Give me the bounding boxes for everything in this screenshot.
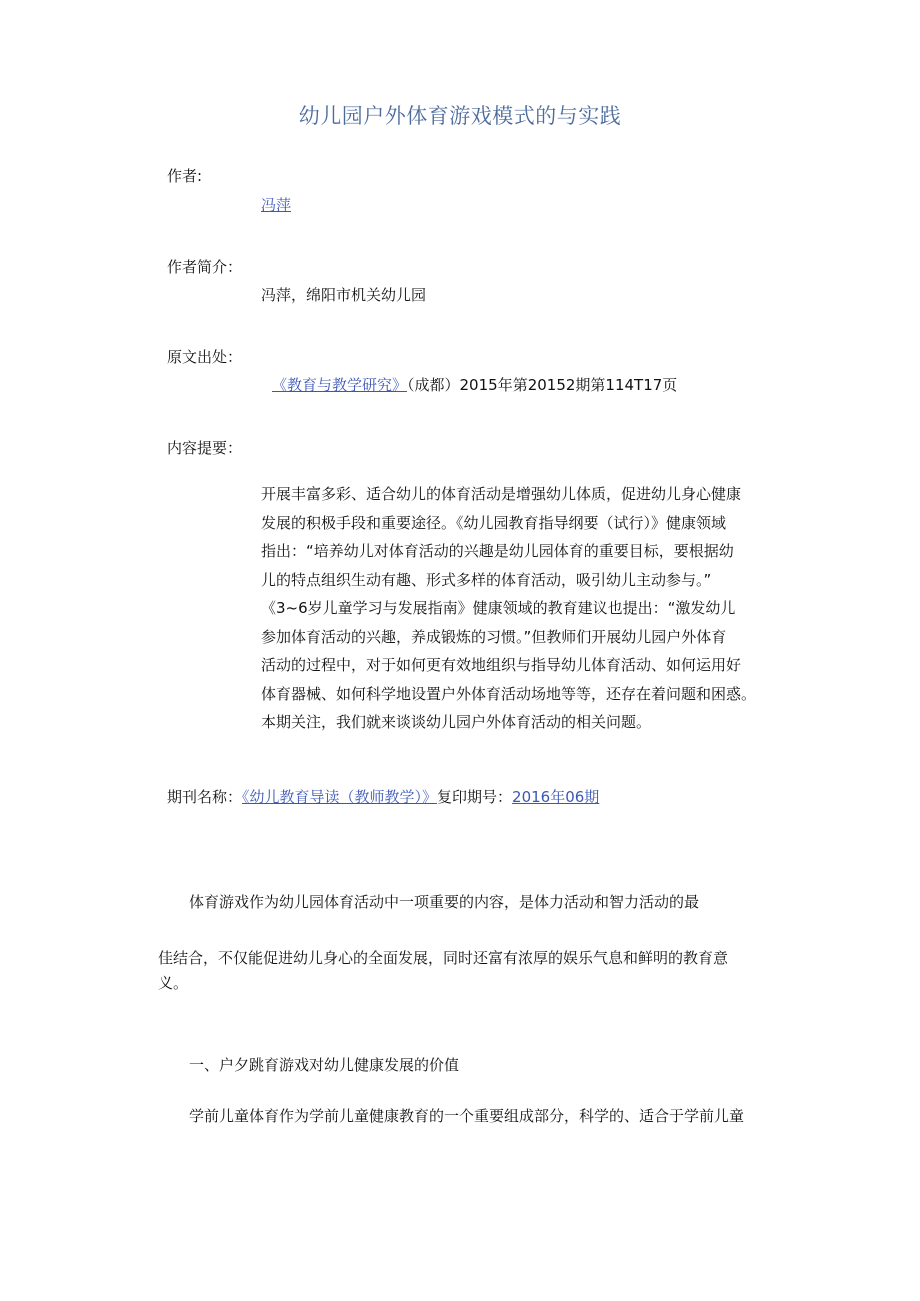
body-paragraph-line: 学前儿童体育作为学前儿童健康教育的一个重要组成部分，科学的、适合于学前儿童 [189,1107,745,1125]
author-intro-label: 作者简介： [167,258,243,276]
abstract-line: 发展的积极手段和重要途径。《幼儿园教育指导纲要（试行）》健康领域 [261,513,727,532]
section-heading: 一、户夕跳育游戏对幼儿健康发展的价值 [189,1056,460,1074]
body-paragraph-line: 体育游戏作为幼儿园体育活动中一项重要的内容，是体力活动和智力活动的最 [189,893,700,911]
author-name-link[interactable]: 冯萍 [261,196,292,214]
abstract-line: 儿的特点组织生动有趣、形式多样的体育活动，吸引幼儿主动参与。” [261,570,712,589]
abstract-line: 开展丰富多彩、适合幼儿的体育活动是增强幼儿体质，促进幼儿身心健康 [261,485,742,503]
journal-line [167,786,599,807]
journal-label: 期刊名称： [167,788,243,806]
source-line [272,374,677,395]
abstract-line: 参加体育活动的兴趣，养成锻炼的习惯。”但教师们开展幼儿园户外体育 [261,627,727,646]
page-title: 幼儿园户外体育游戏模式的与实践 [298,104,622,128]
author-label: 作者: [167,167,203,185]
source-label: 原文出处： [167,348,243,366]
source-journal-link[interactable]: 《教育与教学研究》 [272,376,408,394]
author-intro-text: 冯萍，绵阳市机关幼儿园 [261,286,427,304]
source-detail: （成都）2015年第20152期第114T17页 [407,376,678,394]
abstract-label: 内容提要： [167,439,243,457]
abstract-line: 活动的过程中，对于如何更有效地组织与指导幼儿体育活动、如何运用好 [261,656,742,674]
journal-name-link[interactable]: 《幼儿教育导读（教师教学）》 [242,788,438,806]
issue-link[interactable]: 2016年06期 [512,788,600,806]
issue-label: 复印期号： [437,788,513,806]
body-paragraph-line: 佳结合，不仅能促进幼儿身心的全面发展，同时还富有浓厚的娱乐气息和鲜明的教育意 [158,949,729,967]
abstract-line: 指出：“培养幼儿对体育活动的兴趣是幼儿园体育的重要目标，要根据幼 [261,542,734,560]
abstract-line: 体育器械、如何科学地设置户外体育活动场地等等，还存在着问题和困惑。 [261,684,757,703]
abstract-text [261,480,781,737]
abstract-line: 《3~6岁儿童学习与发展指南》健康领域的教育建议也提出：“激发幼儿 [261,599,736,617]
body-paragraph-line: 义。 [158,974,189,992]
abstract-line: 本期关注，我们就来谈谈幼儿园户外体育活动的相关问题。 [261,713,652,731]
